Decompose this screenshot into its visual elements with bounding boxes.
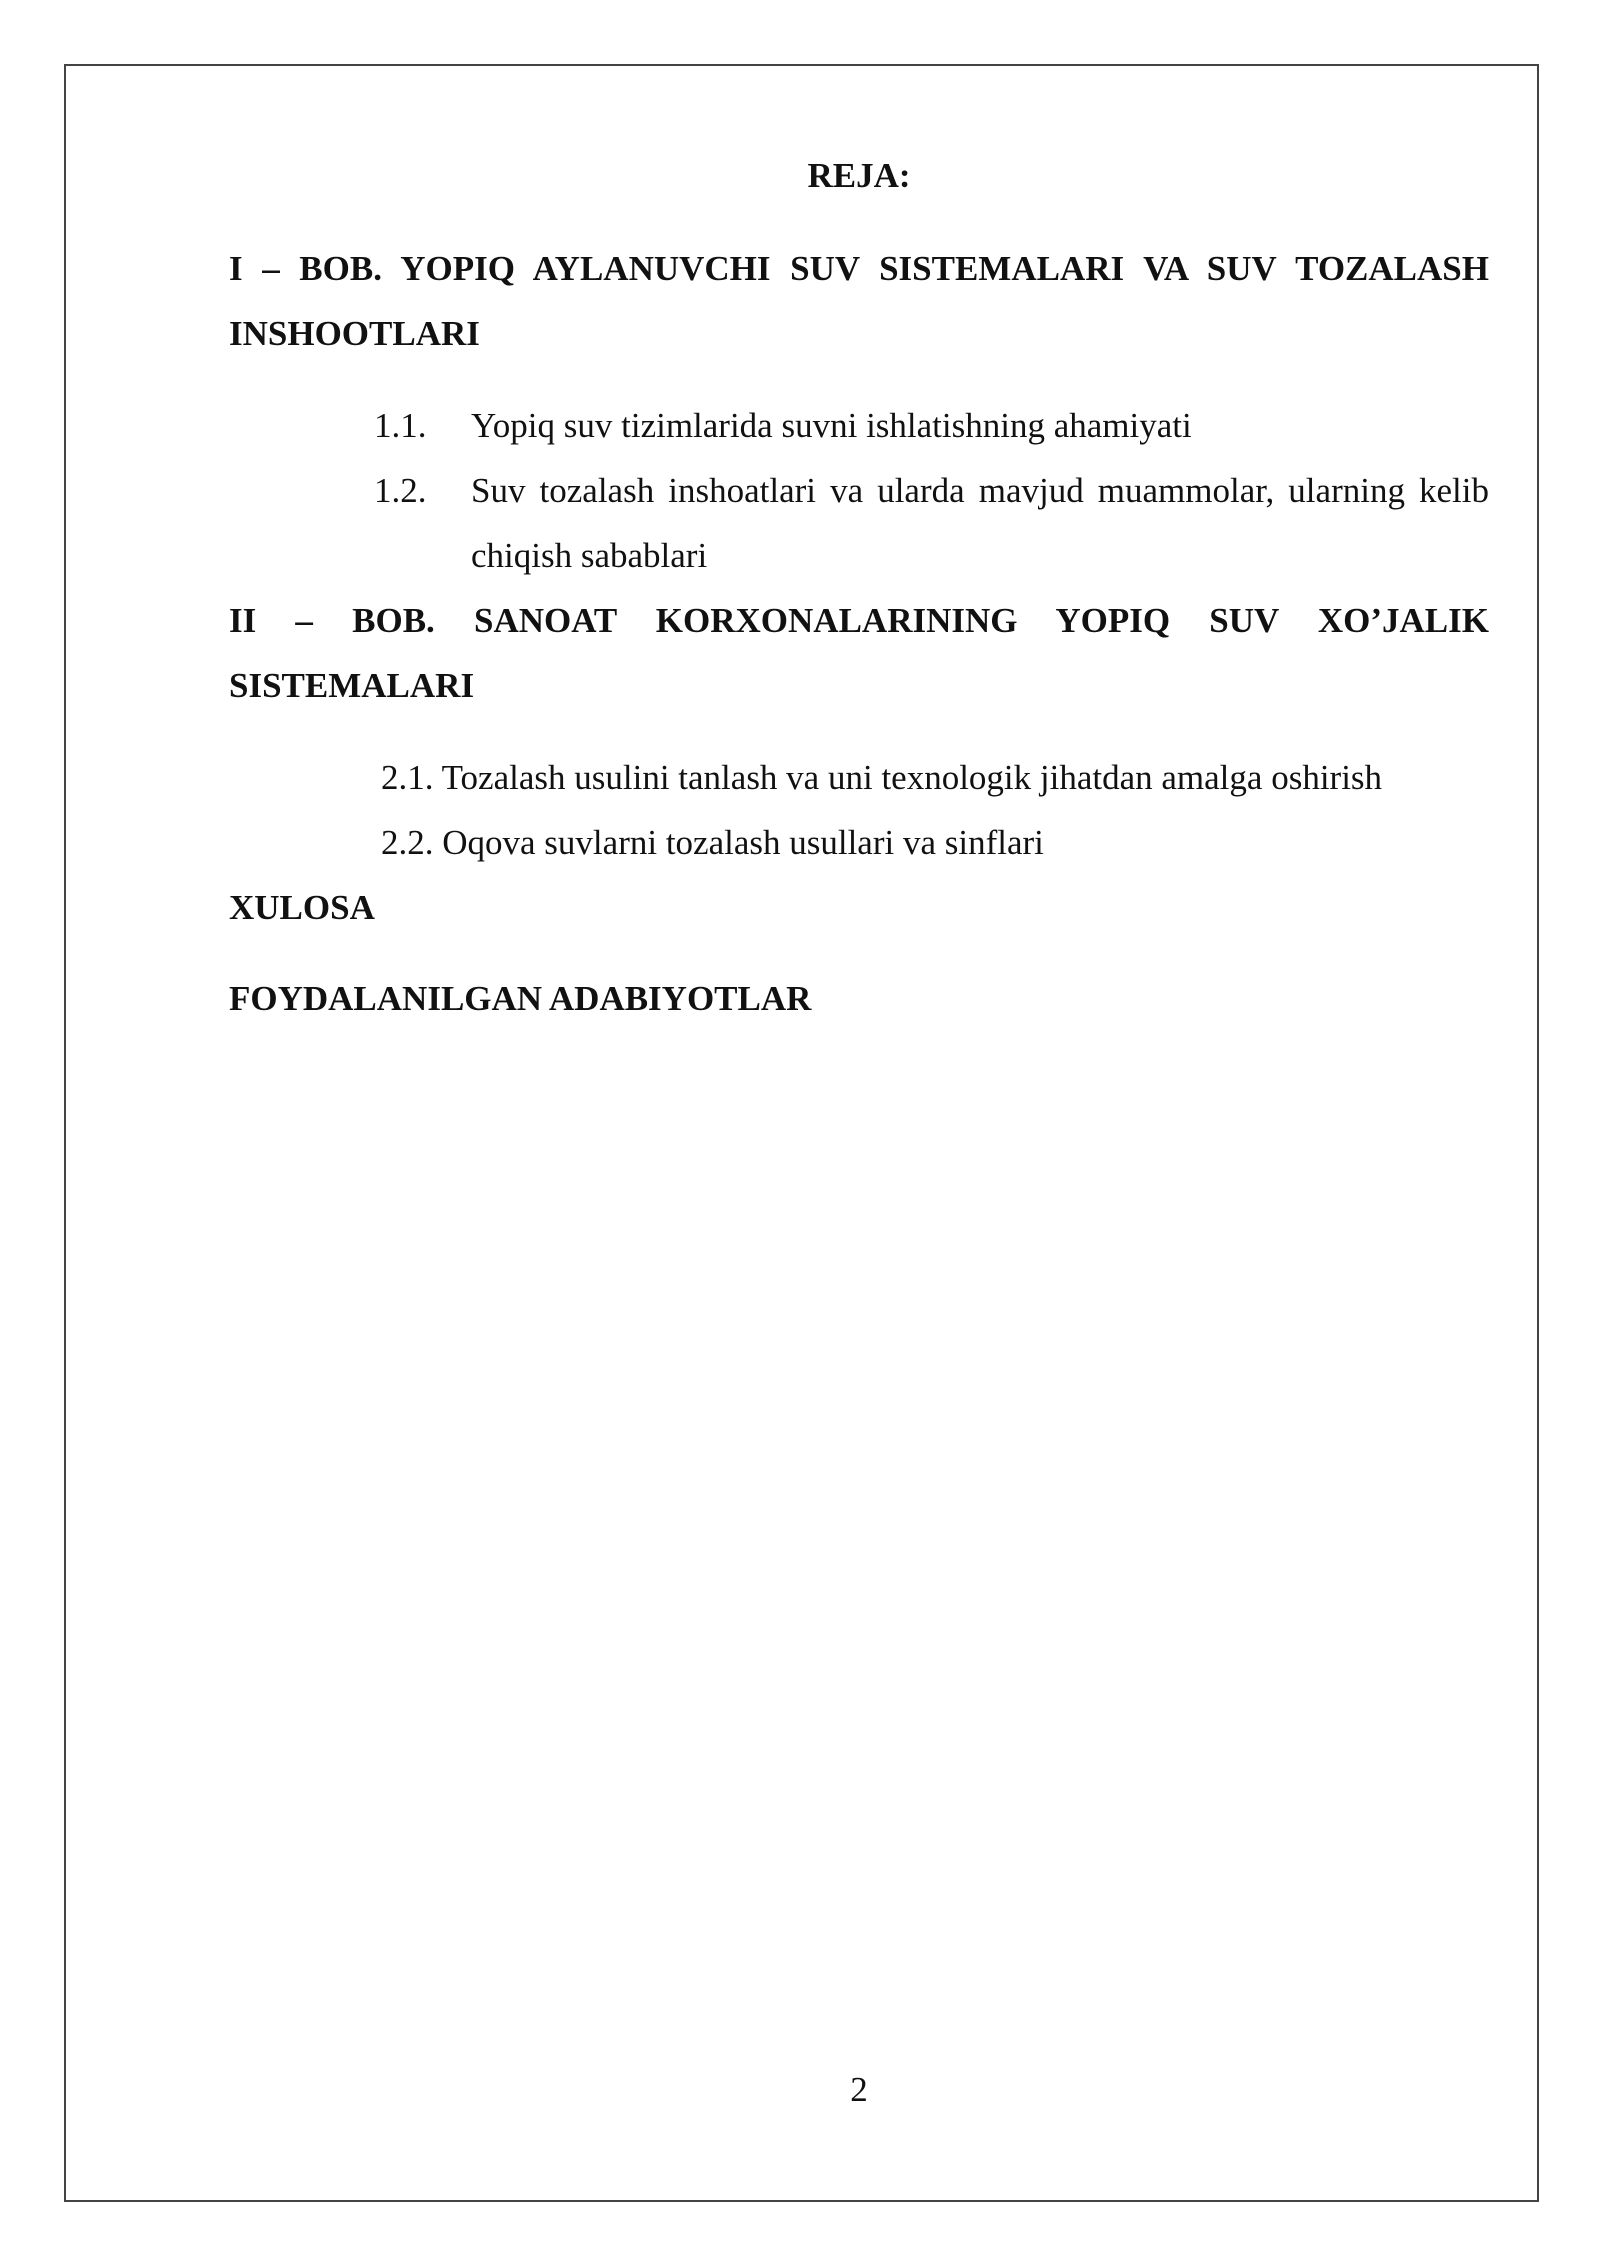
references-heading: FOYDALANILGAN ADABIYOTLAR xyxy=(229,979,812,1018)
section-text: Suv tozalash inshoatlari va ularda mavjud muammolar, ularning kelib chiqish sabablari xyxy=(471,471,1489,575)
section-item-2-2: 2.2. Oqova suvlarni tozalash usullari va sinflari xyxy=(381,823,1044,862)
conclusion-heading: XULOSA xyxy=(229,888,375,927)
chapter-heading-1: I – BOB. YOPIQ AYLANUVCHI SUV SISTEMALARI VA SUV TOZALASH INSHOOTLARI xyxy=(229,249,1489,353)
page-border xyxy=(64,64,1539,2202)
chapter-heading-2: II – BOB. SANOAT KORXONALARINING YOPIQ SUV XO’JALIK SISTEMALARI xyxy=(229,601,1489,705)
page-title: REJA: xyxy=(807,156,911,195)
page-number: 2 xyxy=(850,2070,868,2109)
section-number: 1.1. xyxy=(374,406,427,445)
section-text: Yopiq suv tizimlarida suvni ishlatishning ahamiyati xyxy=(471,406,1192,445)
section-number: 1.2. xyxy=(374,471,427,510)
section-item-2-1: 2.1. Tozalash usulini tanlash va uni texnologik jihatdan amalga oshirish xyxy=(381,758,1383,797)
